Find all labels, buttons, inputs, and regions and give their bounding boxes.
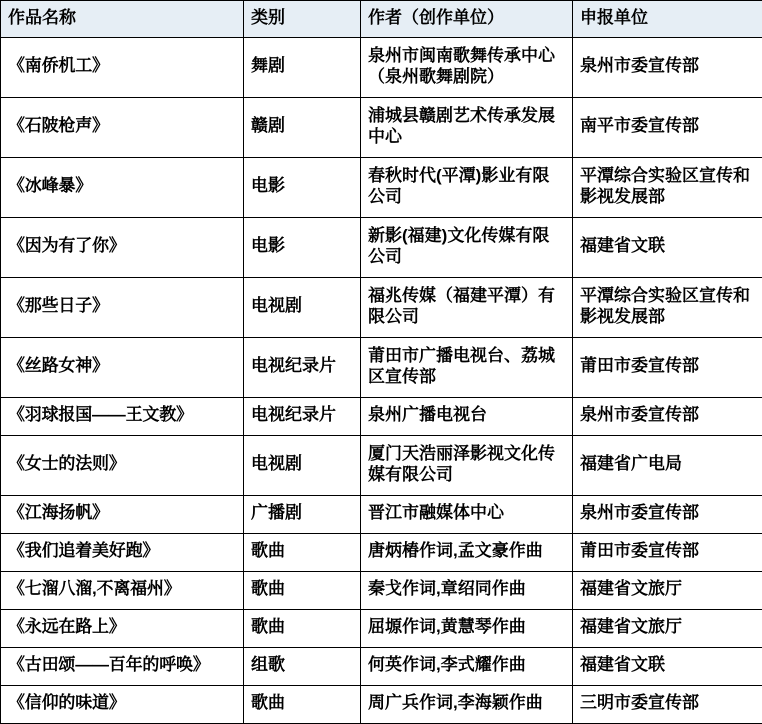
cell-org: 福建省文旅厅: [573, 571, 762, 609]
table-body: [1, 37, 762, 723]
cell-author: 厦门天浩丽泽影视文化传媒有限公司: [361, 435, 573, 495]
cell-author: 新影(福建)文化传媒有限公司: [361, 217, 573, 277]
table-row: [1, 277, 762, 337]
cell-category: 组歌: [244, 647, 361, 685]
cell-work-name: 《永远在路上》: [1, 609, 244, 647]
table-header: [1, 1, 762, 38]
cell-org: 莆田市委宣传部: [573, 337, 762, 397]
cell-org: 莆田市委宣传部: [573, 533, 762, 571]
table-row: [1, 609, 762, 647]
cell-work-name: 《石陂枪声》: [1, 97, 244, 157]
table-row: [1, 533, 762, 571]
cell-work-name: 《七溜八溜,不离福州》: [1, 571, 244, 609]
cell-org: 泉州市委宣传部: [573, 495, 762, 533]
table-row: [1, 217, 762, 277]
cell-author: 晋江市融媒体中心: [361, 495, 573, 533]
cell-category: 歌曲: [244, 533, 361, 571]
column-header-name: 作品名称: [1, 1, 244, 38]
cell-author: 屈塬作词,黄慧琴作曲: [361, 609, 573, 647]
cell-org: 福建省文联: [573, 647, 762, 685]
table-row: [1, 337, 762, 397]
cell-category: 电影: [244, 157, 361, 217]
cell-org: 平潭综合实验区宣传和影视发展部: [573, 277, 762, 337]
cell-work-name: 《南侨机工》: [1, 37, 244, 97]
cell-category: 广播剧: [244, 495, 361, 533]
column-header-category: 类别: [244, 1, 361, 38]
cell-org: 福建省广电局: [573, 435, 762, 495]
table-row: [1, 647, 762, 685]
cell-work-name: 《江海扬帆》: [1, 495, 244, 533]
cell-author: 何英作词,李式耀作曲: [361, 647, 573, 685]
cell-work-name: 《羽球报国——王文教》: [1, 397, 244, 435]
cell-org: 泉州市委宣传部: [573, 397, 762, 435]
cell-work-name: 《那些日子》: [1, 277, 244, 337]
cell-work-name: 《信仰的味道》: [1, 685, 244, 723]
cell-category: 歌曲: [244, 571, 361, 609]
cell-org: 福建省文联: [573, 217, 762, 277]
cell-org: 平潭综合实验区宣传和影视发展部: [573, 157, 762, 217]
table-header-row: [1, 1, 762, 38]
cell-work-name: 《冰峰暴》: [1, 157, 244, 217]
cell-author: 泉州市闽南歌舞传承中心（泉州歌舞剧院）: [361, 37, 573, 97]
cell-category: 电视剧: [244, 435, 361, 495]
cell-category: 电影: [244, 217, 361, 277]
cell-work-name: 《因为有了你》: [1, 217, 244, 277]
cell-author: 浦城县赣剧艺术传承发展中心: [361, 97, 573, 157]
cell-category: 歌曲: [244, 609, 361, 647]
table-row: [1, 97, 762, 157]
cell-author: 周广兵作词,李海颖作曲: [361, 685, 573, 723]
cell-work-name: 《丝路女神》: [1, 337, 244, 397]
table-row: [1, 435, 762, 495]
table-row: [1, 685, 762, 723]
cell-org: 福建省文旅厅: [573, 609, 762, 647]
table-row: [1, 397, 762, 435]
table-row: [1, 495, 762, 533]
cell-category: 电视纪录片: [244, 337, 361, 397]
table-row: [1, 571, 762, 609]
table-row: [1, 37, 762, 97]
cell-work-name: 《我们追着美好跑》: [1, 533, 244, 571]
cell-author: 秦戈作词,章绍同作曲: [361, 571, 573, 609]
cell-category: 电视剧: [244, 277, 361, 337]
column-header-org: 申报单位: [573, 1, 762, 38]
cell-work-name: 《女士的法则》: [1, 435, 244, 495]
cell-category: 电视纪录片: [244, 397, 361, 435]
cell-author: 福兆传媒（福建平潭）有限公司: [361, 277, 573, 337]
cell-category: 赣剧: [244, 97, 361, 157]
cell-org: 南平市委宣传部: [573, 97, 762, 157]
cell-work-name: 《古田颂——百年的呼唤》: [1, 647, 244, 685]
column-header-author: 作者（创作单位）: [361, 1, 573, 38]
table-row: [1, 157, 762, 217]
cell-author: 莆田市广播电视台、荔城区宣传部: [361, 337, 573, 397]
cell-category: 歌曲: [244, 685, 361, 723]
cell-org: 三明市委宣传部: [573, 685, 762, 723]
cell-category: 舞剧: [244, 37, 361, 97]
cell-org: 泉州市委宣传部: [573, 37, 762, 97]
cell-author: 唐炳椿作词,孟文豪作曲: [361, 533, 573, 571]
cell-author: 泉州广播电视台: [361, 397, 573, 435]
cell-author: 春秋时代(平潭)影业有限公司: [361, 157, 573, 217]
